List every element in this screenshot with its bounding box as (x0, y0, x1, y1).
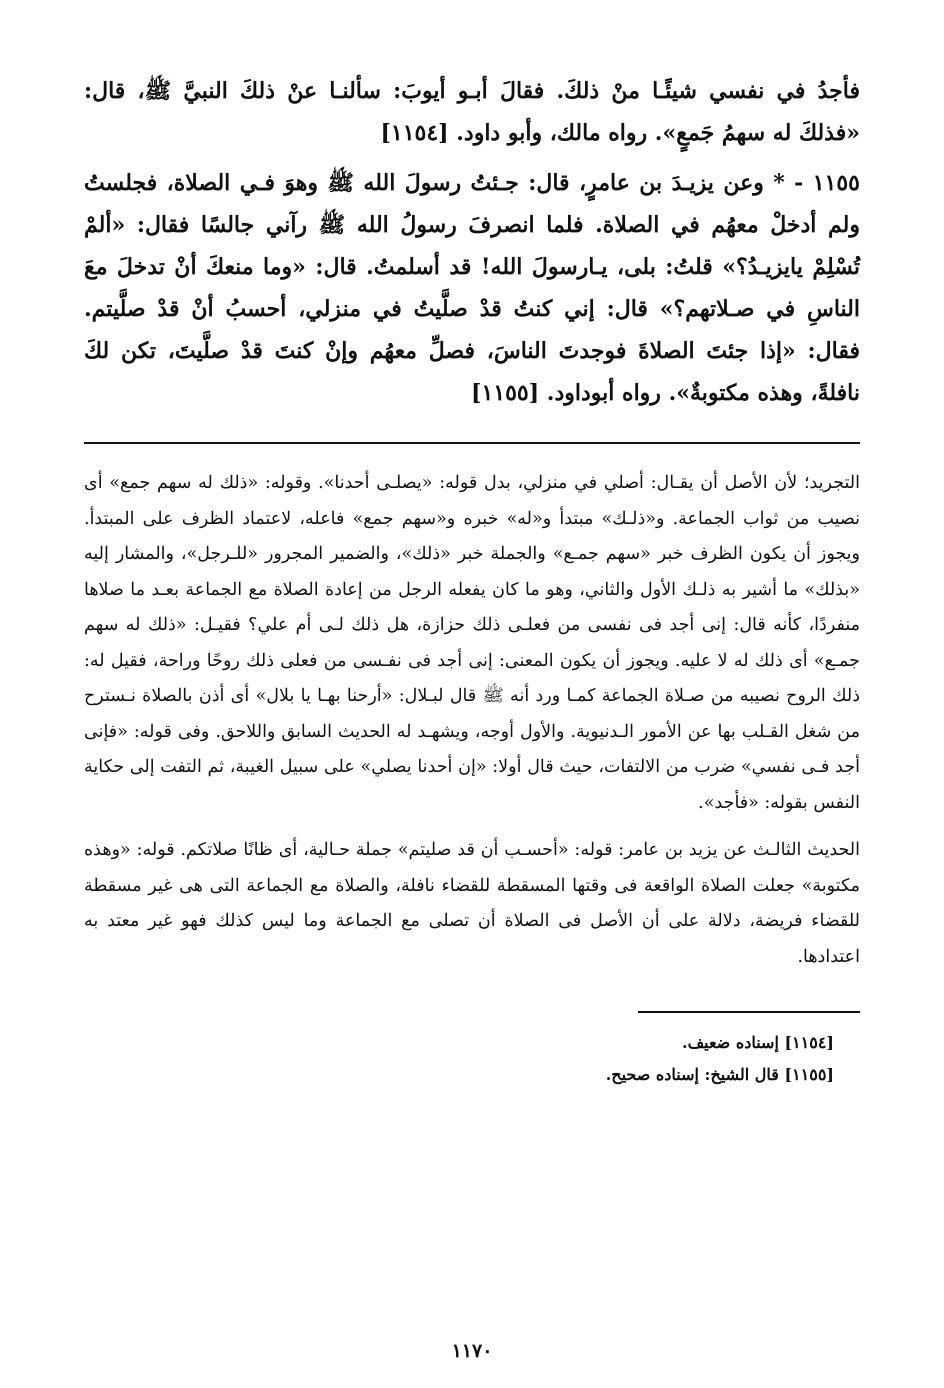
hadith-paragraph: فأجدُ في نفسي شيئًـا منْ ذلكَ. فقالَ أبـو أيوبَ: سألنـا عنْ ذلكَ النبيَّ ﷺ، قال: «فذلكَ له سهمُ جَمعٍ». رواه مالك، وأبو داود. [١١٥٤] (84, 78, 860, 146)
page-body (84, 70, 860, 1091)
page-number: ١١٧٠ (451, 1340, 493, 1362)
commentary-section (84, 466, 860, 975)
section-divider (84, 442, 860, 444)
commentary-paragraph: التجريد؛ لأن الأصل أن يقـال: أصلي في منزلي، بدل قوله: «يصلـى أحدنا». وقوله: «ذلك له سهم جمع» أى نصيب من ثواب الجماعة. و«ذلـك» مبتدأ و«له» خبره و«سهم جمع» فاعله، لاعتماد الظرف على المبتدأ. ويجوز أن يكون الظرف خبر «سهم جمـع» والجملة خبر «ذلك»، والضمير المجرور «للـرجل»، والمشار إليه «بذلك» ما أشير به ذلـك الأول والثاني، وهو ما كان يفعله الرجل من إعادة الصلاة مع الجماعة بعـد ما صلاها منفردًا، كأنه قال: إنى أجد فى نفسى من فعلـى ذلك حزازة، هل ذلك لـى أم علي؟ فقيـل: «ذلك له سهم جمـع» أى ذلك له لا عليه. ويجوز أن يكون المعنى: إنى أجد فى نفـسى من فعلى ذلك روحًا وراحة، فقيل له: ذلك الروح نصيبه من صـلاة الجماعة كمـا ورد أنه ﷺ قال لبـلال: «أرحنا بهـا يا بلال» أى أذن بالصلاة نـسترح من شغل القـلب بها عن الأمور الـدنيوية. والأول أوجه، ويشهـد له الحديث السابق واللاحق. وفى قوله: «فإنى أجد فـى نفسي» ضرب من الالتفات، حيث قال أولا: «إن أحدنا يصلي» على سبيل الغيبة، ثم التفت إلى حكاية النفس بقوله: «فأجد». (84, 473, 860, 813)
hadith-main-text (84, 70, 860, 414)
footnote: [١١٥٤] إسناده ضعيف. (682, 1033, 834, 1052)
commentary-paragraph: الحديث الثالـث عن يزيد بن عامر: قوله: «أحسـب أن قد صليتم» جملة حـالية، أى ظانًا صلاتكم. قوله: «وهذه مكتوبة» جعلت الصلاة الواقعة فى وقتها المسقطة للقضاء نافلة، والصلاة مع الجماعة التى هى غير مسقطة للقضاء فريضة، دلالة على أن الأصل فى الصلاة أن تصلى مع الجماعة وما ليس كذلك فهو غير معتد به اعتدادها. (84, 840, 860, 967)
hadith-paragraph: ١١٥٥ - * وعن يزيـدَ بن عامرٍ، قال: جـئتُ رسولَ الله ﷺ وهوَ فـي الصلاة، فجلستُ ولم أدخلْ معهُم في الصلاة. فلما انصرفَ رسولُ الله ﷺ رآني جالسًا فقال: «ألمْ تُسْلِمْ يايزيـدُ؟» قلتُ: بلى، يـارسولَ الله! قد أسلمتُ. قال: «وما منعكَ أنْ تدخلَ معَ الناسِ في صـلاتهم؟» قال: إني كنتُ قدْ صلَّيتُ في منزلي، أحسبُ أنْ قدْ صلَّيتم. فقال: «إذا جئتَ الصلاةَ فوجدتَ الناسَ، فصلِّ معهُم وإنْ كنتَ قدْ صلَّيتَ، تكن لكَ نافلةً، وهذه مكتوبةٌ». رواه أبوداود. [١١٥٥] (84, 170, 860, 406)
footnotes (84, 1027, 860, 1091)
footnote-divider (638, 1011, 860, 1013)
footnote: [١١٥٥] قال الشيخ: إسناده صحيح. (605, 1065, 834, 1084)
